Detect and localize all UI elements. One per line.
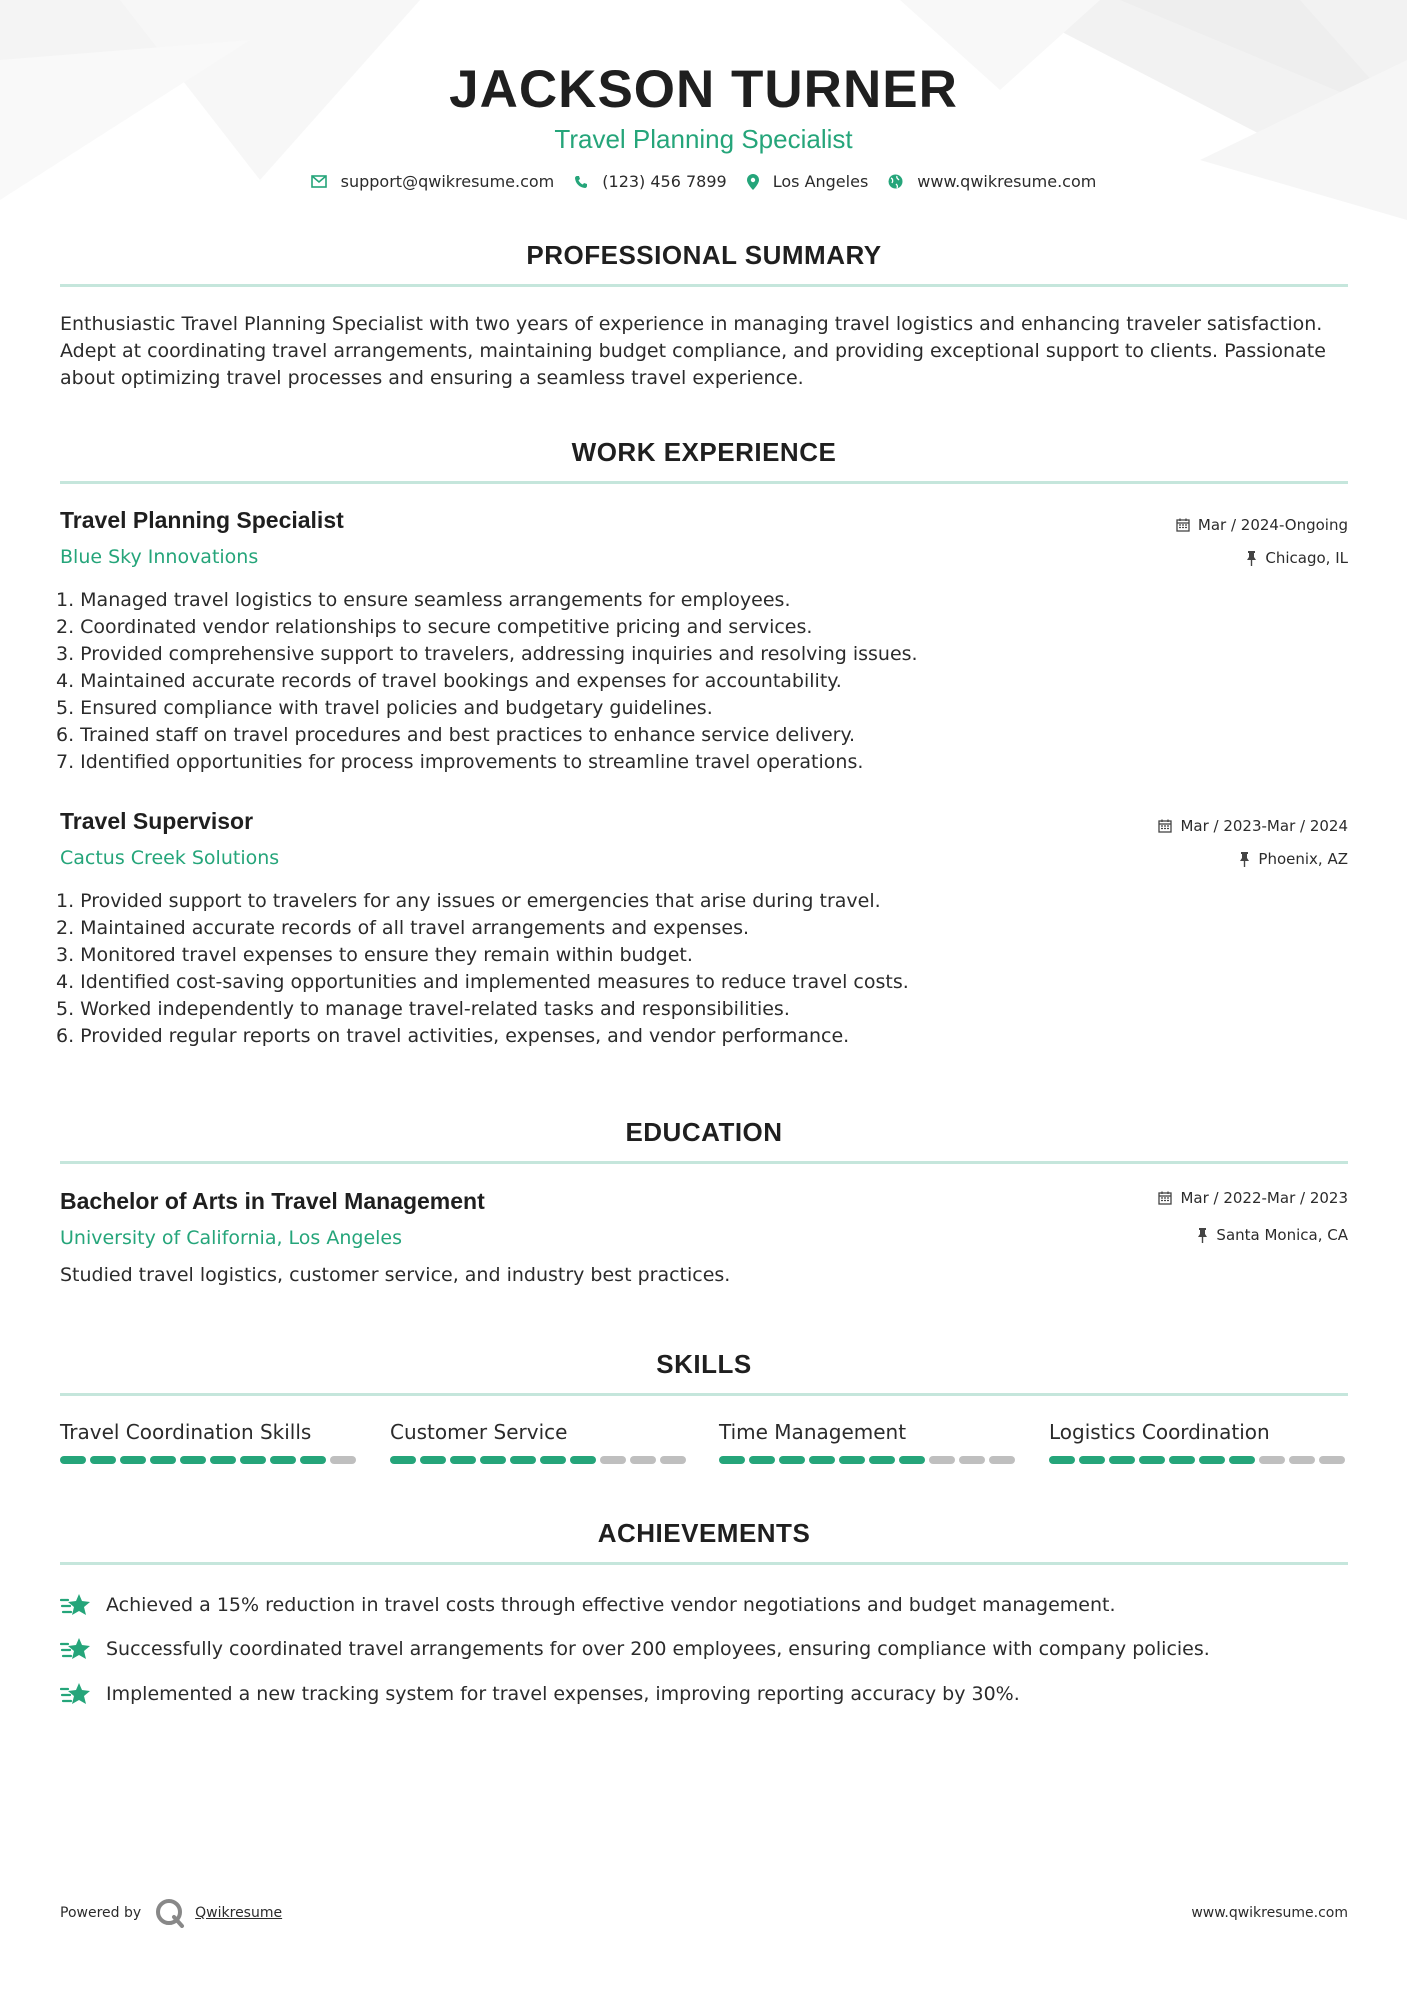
list-item: 6. Provided regular reports on travel activities, expenses, and vendor performance. <box>56 1025 850 1047</box>
skill-segment-empty <box>330 1456 356 1464</box>
education-location-text: Santa Monica, CA <box>1216 1226 1348 1244</box>
list-item: 5. Ensured compliance with travel policies and budgetary guidelines. <box>56 697 713 719</box>
skill-level-bar <box>719 1456 1019 1464</box>
achievements-section-title: ACHIEVEMENTS <box>597 1518 811 1548</box>
contact-phone-text: (123) 456 7899 <box>602 172 727 191</box>
skill-segment-filled <box>120 1456 146 1464</box>
calendar-icon <box>1158 1191 1172 1205</box>
achievement-text: Successfully coordinated travel arrangements for over 200 employees, ensuring compliance with company policies. <box>106 1638 1210 1660</box>
skill-segment-empty <box>600 1456 626 1464</box>
contact-website[interactable] <box>888 172 1096 191</box>
list-item: 3. Provided comprehensive support to travelers, addressing inquiries and resolving issues. <box>56 643 918 665</box>
skill-segment-filled <box>839 1456 865 1464</box>
skill-segment-empty <box>1319 1456 1345 1464</box>
job-title: Travel Planning Specialist <box>60 507 344 533</box>
list-item: 1. Provided support to travelers for any issues or emergencies that arise during travel. <box>56 890 881 912</box>
skill-segment-empty <box>1259 1456 1285 1464</box>
job-title: Travel Supervisor <box>60 808 254 834</box>
skill-segment-filled <box>869 1456 895 1464</box>
achievement-text: Implemented a new tracking system for travel expenses, improving reporting accuracy by 30%. <box>106 1683 1020 1705</box>
job-location <box>1239 850 1348 868</box>
skill-segment-filled <box>420 1456 446 1464</box>
job-company: Blue Sky Innovations <box>60 546 259 568</box>
education-location <box>1197 1226 1348 1244</box>
job-dates <box>1158 817 1348 835</box>
skill-segment-empty <box>630 1456 656 1464</box>
education-description: Studied travel logistics, customer service, and industry best practices. <box>60 1264 731 1286</box>
skill-segment-filled <box>779 1456 805 1464</box>
skill-segment-filled <box>809 1456 835 1464</box>
summary-divider <box>60 284 1348 287</box>
skill-segment-filled <box>270 1456 296 1464</box>
skill-segment-filled <box>570 1456 596 1464</box>
skill-segment-filled <box>240 1456 266 1464</box>
skill-name: Travel Coordination Skills <box>60 1420 312 1444</box>
candidate-name: JACKSON TURNER <box>449 60 958 119</box>
shooting-star-icon <box>60 1591 92 1619</box>
contact-location <box>747 172 869 191</box>
contact-email-text: support@qwikresume.com <box>340 172 555 191</box>
job-dates <box>1176 516 1348 534</box>
skill-segment-filled <box>1049 1456 1075 1464</box>
skill-segment-filled <box>1169 1456 1195 1464</box>
skill-item <box>390 1418 690 1464</box>
achievements-divider <box>60 1562 1348 1565</box>
education-divider <box>60 1161 1348 1164</box>
skill-level-bar <box>1049 1456 1349 1464</box>
skill-segment-empty <box>959 1456 985 1464</box>
skill-segment-filled <box>540 1456 566 1464</box>
skill-name: Time Management <box>719 1420 907 1444</box>
achievement-item <box>60 1591 1116 1619</box>
job-company: Cactus Creek Solutions <box>60 847 280 869</box>
map-marker-icon <box>747 174 759 190</box>
skill-segment-filled <box>1139 1456 1165 1464</box>
skill-item <box>1049 1418 1349 1464</box>
skill-level-bar <box>390 1456 690 1464</box>
achievement-item <box>60 1680 1020 1708</box>
education-school: University of California, Los Angeles <box>60 1227 403 1249</box>
skill-segment-filled <box>60 1456 86 1464</box>
job-bullet-list <box>56 888 1256 1050</box>
list-item: 4. Identified cost-saving opportunities and implemented measures to reduce travel costs. <box>56 971 909 993</box>
skill-segment-filled <box>480 1456 506 1464</box>
list-item: 5. Worked independently to manage travel-related tasks and responsibilities. <box>56 998 790 1020</box>
skill-segment-filled <box>300 1456 326 1464</box>
calendar-icon <box>1176 518 1190 532</box>
job-location-text: Phoenix, AZ <box>1258 850 1348 868</box>
skills-section-title: SKILLS <box>656 1349 752 1379</box>
contact-location-text: Los Angeles <box>772 172 869 191</box>
skill-name: Customer Service <box>390 1420 568 1444</box>
pin-icon <box>1197 1228 1208 1243</box>
globe-icon <box>888 174 903 189</box>
list-item: 4. Maintained accurate records of travel bookings and expenses for accountability. <box>56 670 842 692</box>
education-degree: Bachelor of Arts in Travel Management <box>60 1188 485 1214</box>
summary-section-title: PROFESSIONAL SUMMARY <box>526 240 882 270</box>
experience-section-title: WORK EXPERIENCE <box>571 437 837 467</box>
job-dates-text: Mar / 2023-Mar / 2024 <box>1180 817 1348 835</box>
skill-segment-empty <box>1289 1456 1315 1464</box>
achievement-text: Achieved a 15% reduction in travel costs through effective vendor negotiations and budget management. <box>106 1594 1116 1616</box>
skill-segment-empty <box>989 1456 1015 1464</box>
experience-divider <box>60 481 1348 484</box>
summary-text: Enthusiastic Travel Planning Specialist with two years of experience in managing travel logistics and enhancing traveler satisfaction. Adept at coordinating travel arrangements, maintaining budget compliance, and providing exceptional support to clients. Passionate about optimizing travel processes and ensuring a seamless travel experience. <box>60 313 1326 389</box>
skill-segment-filled <box>150 1456 176 1464</box>
skill-item <box>60 1418 360 1464</box>
skill-segment-filled <box>180 1456 206 1464</box>
achievement-item <box>60 1635 1210 1663</box>
education-section-title: EDUCATION <box>625 1117 783 1147</box>
footer-powered-by <box>60 1898 282 1928</box>
qwikresume-logo-icon <box>155 1898 185 1928</box>
skill-segment-filled <box>1079 1456 1105 1464</box>
skill-segment-filled <box>1109 1456 1135 1464</box>
skill-segment-empty <box>660 1456 686 1464</box>
resume-header <box>0 58 1407 156</box>
contact-email[interactable] <box>311 172 555 191</box>
job-location-text: Chicago, IL <box>1265 549 1348 567</box>
skill-level-bar <box>60 1456 360 1464</box>
job-bullet-list <box>56 587 1256 776</box>
pin-icon <box>1246 551 1257 566</box>
education-dates <box>1158 1189 1348 1207</box>
skill-segment-filled <box>749 1456 775 1464</box>
list-item: 3. Monitored travel expenses to ensure they remain within budget. <box>56 944 693 966</box>
skill-segment-filled <box>899 1456 925 1464</box>
skills-divider <box>60 1393 1348 1396</box>
candidate-role: Travel Planning Specialist <box>554 124 853 154</box>
contact-website-text: www.qwikresume.com <box>917 172 1097 191</box>
qwikresume-link[interactable]: Qwikresume <box>195 1905 283 1921</box>
list-item: 6. Trained staff on travel procedures and best practices to enhance service delivery. <box>56 724 856 746</box>
contact-phone[interactable] <box>574 172 726 191</box>
education-dates-text: Mar / 2022-Mar / 2023 <box>1180 1189 1348 1207</box>
skill-segment-filled <box>210 1456 236 1464</box>
pin-icon <box>1239 852 1250 867</box>
job-location <box>1246 549 1348 567</box>
shooting-star-icon <box>60 1635 92 1663</box>
list-item: 2. Maintained accurate records of all travel arrangements and expenses. <box>56 917 750 939</box>
skill-segment-filled <box>450 1456 476 1464</box>
list-item: 1. Managed travel logistics to ensure seamless arrangements for employees. <box>56 589 791 611</box>
list-item: 7. Identified opportunities for process improvements to streamline travel operations. <box>56 751 864 773</box>
contact-bar <box>0 172 1407 191</box>
skill-segment-filled <box>90 1456 116 1464</box>
calendar-icon <box>1158 819 1172 833</box>
job-dates-text: Mar / 2024-Ongoing <box>1197 516 1348 534</box>
shooting-star-icon <box>60 1680 92 1708</box>
skill-name: Logistics Coordination <box>1049 1420 1270 1444</box>
phone-icon <box>574 175 588 189</box>
skill-segment-filled <box>510 1456 536 1464</box>
skill-item <box>719 1418 1019 1464</box>
footer-website[interactable]: www.qwikresume.com <box>1191 1905 1348 1921</box>
skill-segment-filled <box>390 1456 416 1464</box>
envelope-icon <box>311 175 327 188</box>
skill-segment-filled <box>719 1456 745 1464</box>
skill-segment-filled <box>1229 1456 1255 1464</box>
list-item: 2. Coordinated vendor relationships to secure competitive pricing and services. <box>56 616 813 638</box>
powered-by-label: Powered by <box>60 1905 142 1921</box>
skill-segment-empty <box>929 1456 955 1464</box>
skill-segment-filled <box>1199 1456 1225 1464</box>
